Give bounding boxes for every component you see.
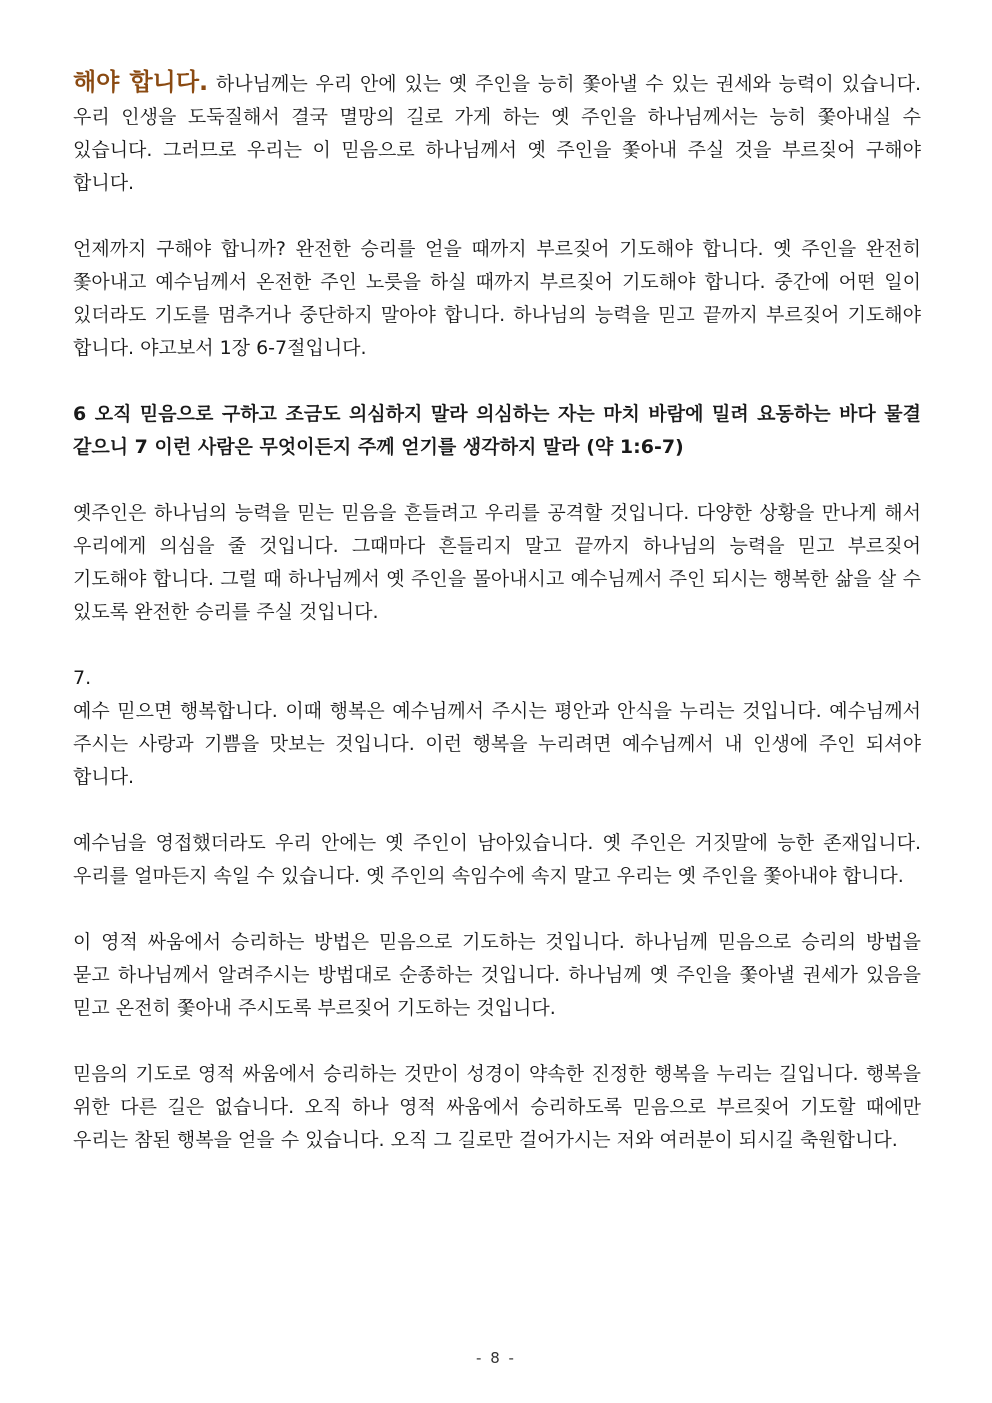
paragraph-1 — [73, 66, 921, 200]
emphasis-heading: 해야 합니다. — [73, 68, 209, 96]
paragraph-6: 이 영적 싸움에서 승리하는 방법은 믿음으로 기도하는 것입니다. 하나님께 믿음으로 승리의 방법을 묻고 하나님께서 알려주시는 방법대로 순종하는 것입니다. 하나님께 옛 주인을 쫓아낼 권세가 있음을 믿고 온전히 쫓아내 주시도록 부르짖어 기도하는 것입니다. — [73, 931, 921, 1019]
scripture-verse: 6 오직 믿음으로 구하고 조금도 의심하지 말라 의심하는 자는 마치 바람에 밀려 요동하는 바다 물결 같으니 7 이런 사람은 무엇이든지 주께 얻기를 생각하지 말라 (약 1:6-7) — [73, 403, 921, 458]
paragraph-spacer — [73, 464, 921, 497]
paragraph-spacer — [73, 629, 921, 662]
paragraph-spacer — [73, 1025, 921, 1058]
page-number: - 8 - — [476, 1349, 516, 1367]
paragraph-5: 예수님을 영접했더라도 우리 안에는 옛 주인이 남아있습니다. 옛 주인은 거짓말에 능한 존재입니다. 우리를 얼마든지 속일 수 있습니다. 옛 주인의 속임수에 속지 말고 우리는 옛 주인을 쫓아내야 합니다. — [73, 832, 921, 887]
paragraph-1-text: 하나님께는 우리 안에 있는 옛 주인을 능히 쫓아낼 수 있는 권세와 능력이 있습니다. 우리 인생을 도둑질해서 결국 멸망의 길로 가게 하는 옛 주인을 하나님께서는 능히 쫓아내실 수 있습니다. 그러므로 우리는 이 믿음으로 하나님께서 옛 주인을 쫓아내 주실 것을 부르짖어 구해야 합니다. — [73, 73, 921, 194]
paragraph-spacer — [73, 365, 921, 398]
paragraph-spacer — [73, 893, 921, 926]
paragraph-7: 믿음의 기도로 영적 싸움에서 승리하는 것만이 성경이 약속한 진정한 행복을 누리는 길입니다. 행복을 위한 다른 길은 없습니다. 오직 하나 영적 싸움에서 승리하도록 믿음으로 부르짖어 기도할 때에만 우리는 참된 행복을 얻을 수 있습니다. 오직 그 길로만 걸어가시는 저와 여러분이 되시길 축원합니다. — [73, 1063, 921, 1151]
section-number: 7. — [73, 667, 92, 689]
paragraph-spacer — [73, 200, 921, 233]
document-body — [73, 66, 921, 1157]
paragraph-2: 언제까지 구해야 합니까? 완전한 승리를 얻을 때까지 부르짖어 기도해야 합니다. 옛 주인을 완전히 쫓아내고 예수님께서 온전한 주인 노릇을 하실 때까지 부르짖어 기도해야 합니다. 중간에 어떤 일이 있더라도 기도를 멈추거나 중단하지 말아야 합니다. 하나님의 능력을 믿고 끝까지 부르짖어 기도해야 합니다. 야고보서 1장 6-7절입니다. — [73, 238, 921, 359]
paragraph-3: 옛주인은 하나님의 능력을 믿는 믿음을 흔들려고 우리를 공격할 것입니다. 다양한 상황을 만나게 해서 우리에게 의심을 줄 것입니다. 그때마다 흔들리지 말고 끝까지 하나님의 능력을 믿고 부르짖어 기도해야 합니다. 그럴 때 하나님께서 옛 주인을 몰아내시고 예수님께서 주인 되시는 행복한 삶을 살 수 있도록 완전한 승리를 주실 것입니다. — [73, 502, 921, 623]
paragraph-spacer — [73, 794, 921, 827]
paragraph-4: 예수 믿으면 행복합니다. 이때 행복은 예수님께서 주시는 평안과 안식을 누리는 것입니다. 예수님께서 주시는 사랑과 기쁨을 맛보는 것입니다. 이런 행복을 누리려면 예수님께서 내 인생에 주인 되셔야 합니다. — [73, 700, 921, 788]
